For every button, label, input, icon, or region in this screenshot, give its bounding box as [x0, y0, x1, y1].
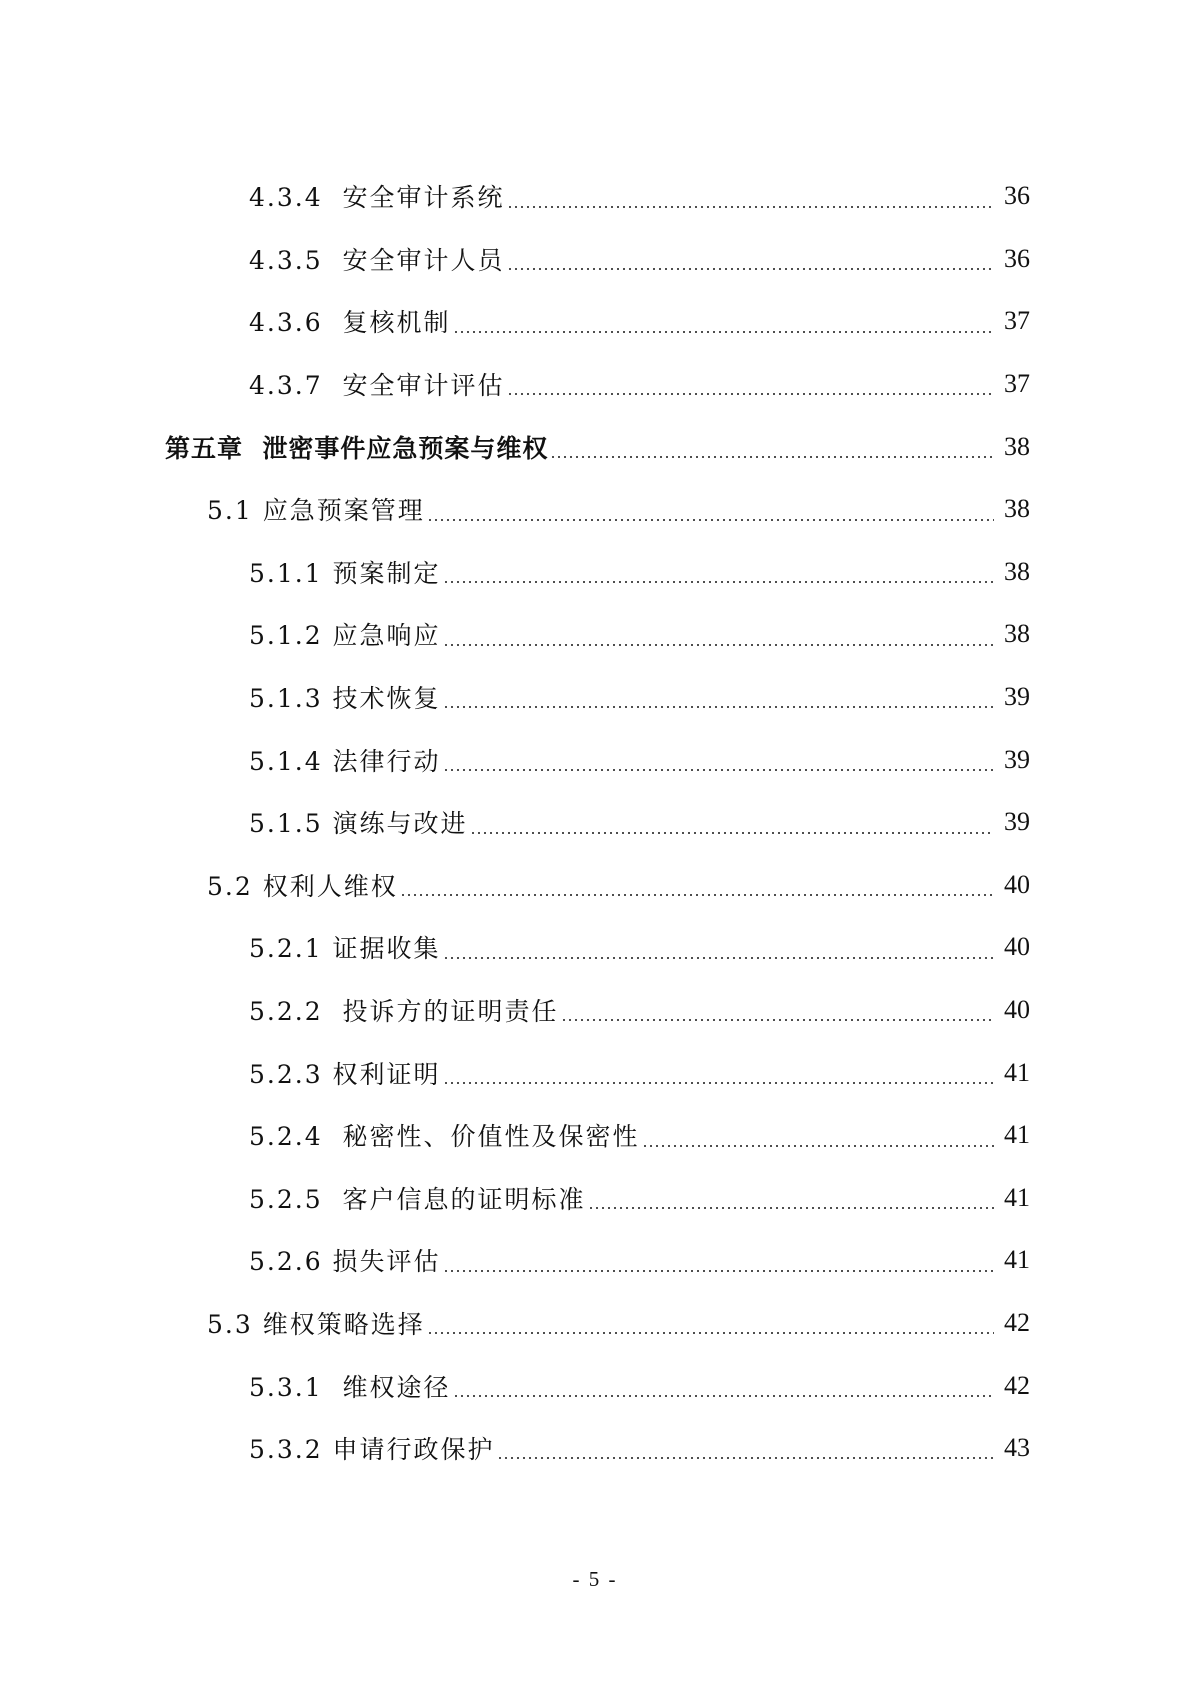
dot-leader [443, 1082, 994, 1084]
toc-entry-4-3-6[interactable] [0, 290, 1190, 353]
dot-leader [443, 644, 994, 646]
toc-entry-5-3[interactable] [0, 1292, 1190, 1355]
toc-entry-5-1-3[interactable] [0, 666, 1190, 729]
dot-leader [507, 268, 994, 270]
toc-entry-5-2-3[interactable] [0, 1041, 1190, 1104]
toc-entry-4-3-7[interactable] [0, 353, 1190, 416]
toc-entry-page: 37 [1004, 306, 1030, 336]
toc-entry-page: 38 [1004, 494, 1030, 524]
toc-entry-title: 4.3.7 安全审计评估 [249, 371, 505, 401]
toc-entry-page: 42 [1004, 1370, 1030, 1400]
toc-entry-5-2-6[interactable] [0, 1229, 1190, 1292]
table-of-contents [0, 165, 1190, 1479]
toc-entry-page: 41 [1004, 1245, 1030, 1275]
toc-entry-title: 5.2.6 损失评估 [249, 1247, 441, 1277]
toc-entry-5-1[interactable] [0, 478, 1190, 541]
toc-entry-page: 38 [1004, 556, 1030, 586]
dot-leader [427, 519, 994, 521]
toc-entry-page: 41 [1004, 1057, 1030, 1087]
toc-entry-title: 5.1.5 演练与改进 [249, 809, 468, 839]
toc-entry-page: 40 [1004, 995, 1030, 1025]
toc-entry-page: 42 [1004, 1307, 1030, 1337]
dot-leader [443, 706, 994, 708]
toc-entry-title: 5.2.4 秘密性、价值性及保密性 [249, 1122, 640, 1152]
toc-entry-title: 5.2.1 证据收集 [249, 934, 441, 964]
toc-entry-chapter-5[interactable] [0, 415, 1190, 478]
dot-leader [507, 206, 994, 208]
toc-entry-title: 5.1.4 法律行动 [249, 746, 441, 776]
toc-entry-5-3-2[interactable] [0, 1417, 1190, 1480]
toc-entry-4-3-4[interactable] [0, 165, 1190, 228]
toc-entry-title: 5.2.2 投诉方的证明责任 [249, 997, 559, 1027]
toc-entry-title: 5.3.2 申请行政保护 [249, 1435, 495, 1465]
dot-leader [443, 581, 994, 583]
toc-entry-title: 5.1.1 预案制定 [249, 558, 441, 588]
toc-entry-title: 4.3.5 安全审计人员 [249, 245, 505, 275]
toc-entry-5-1-5[interactable] [0, 791, 1190, 854]
toc-entry-5-2-1[interactable] [0, 916, 1190, 979]
dot-leader [400, 894, 994, 896]
page-number: - 5 - [572, 1567, 618, 1591]
dot-leader [588, 1207, 994, 1209]
toc-chapter-title: 第五章 泄密事件应急预案与维权 [165, 433, 549, 463]
dot-leader [427, 1332, 994, 1334]
dot-leader [642, 1145, 994, 1147]
toc-entry-title: 5.2.3 权利证明 [249, 1059, 441, 1089]
toc-entry-title: 4.3.4 安全审计系统 [249, 183, 505, 213]
toc-entry-5-2-2[interactable] [0, 979, 1190, 1042]
toc-entry-title: 5.3.1 维权途径 [249, 1372, 451, 1402]
toc-entry-page: 38 [1004, 619, 1030, 649]
toc-entry-title: 4.3.6 复核机制 [249, 308, 451, 338]
toc-entry-title: 5.2.5 客户信息的证明标准 [249, 1184, 586, 1214]
toc-entry-page: 40 [1004, 869, 1030, 899]
toc-entry-5-2-4[interactable] [0, 1104, 1190, 1167]
toc-entry-page: 41 [1004, 1120, 1030, 1150]
toc-entry-title: 5.1.2 应急响应 [249, 621, 441, 651]
toc-entry-5-2[interactable] [0, 854, 1190, 917]
toc-section-title: 5.3 维权策略选择 [207, 1309, 425, 1339]
dot-leader [453, 331, 994, 333]
toc-entry-page: 39 [1004, 744, 1030, 774]
toc-section-title: 5.1 应急预案管理 [207, 496, 425, 526]
toc-entry-5-1-1[interactable] [0, 541, 1190, 604]
dot-leader [497, 1457, 994, 1459]
toc-entry-page: 36 [1004, 243, 1030, 273]
toc-entry-5-3-1[interactable] [0, 1354, 1190, 1417]
dot-leader [550, 456, 994, 458]
toc-entry-title: 5.1.3 技术恢复 [249, 684, 441, 714]
toc-entry-page: 39 [1004, 807, 1030, 837]
toc-entry-page: 40 [1004, 932, 1030, 962]
dot-leader [443, 957, 994, 959]
toc-entry-5-1-2[interactable] [0, 603, 1190, 666]
toc-section-title: 5.2 权利人维权 [207, 871, 398, 901]
toc-entry-page: 37 [1004, 369, 1030, 399]
toc-entry-page: 36 [1004, 181, 1030, 211]
toc-entry-page: 39 [1004, 682, 1030, 712]
dot-leader [561, 1019, 994, 1021]
dot-leader [507, 393, 994, 395]
dot-leader [443, 1270, 994, 1272]
dot-leader [470, 832, 994, 834]
dot-leader [443, 769, 994, 771]
toc-entry-5-1-4[interactable] [0, 728, 1190, 791]
toc-entry-page: 41 [1004, 1182, 1030, 1212]
toc-entry-page: 43 [1004, 1433, 1030, 1463]
dot-leader [453, 1395, 994, 1397]
toc-entry-page: 38 [1004, 431, 1030, 461]
toc-entry-5-2-5[interactable] [0, 1167, 1190, 1230]
toc-entry-4-3-5[interactable] [0, 228, 1190, 291]
